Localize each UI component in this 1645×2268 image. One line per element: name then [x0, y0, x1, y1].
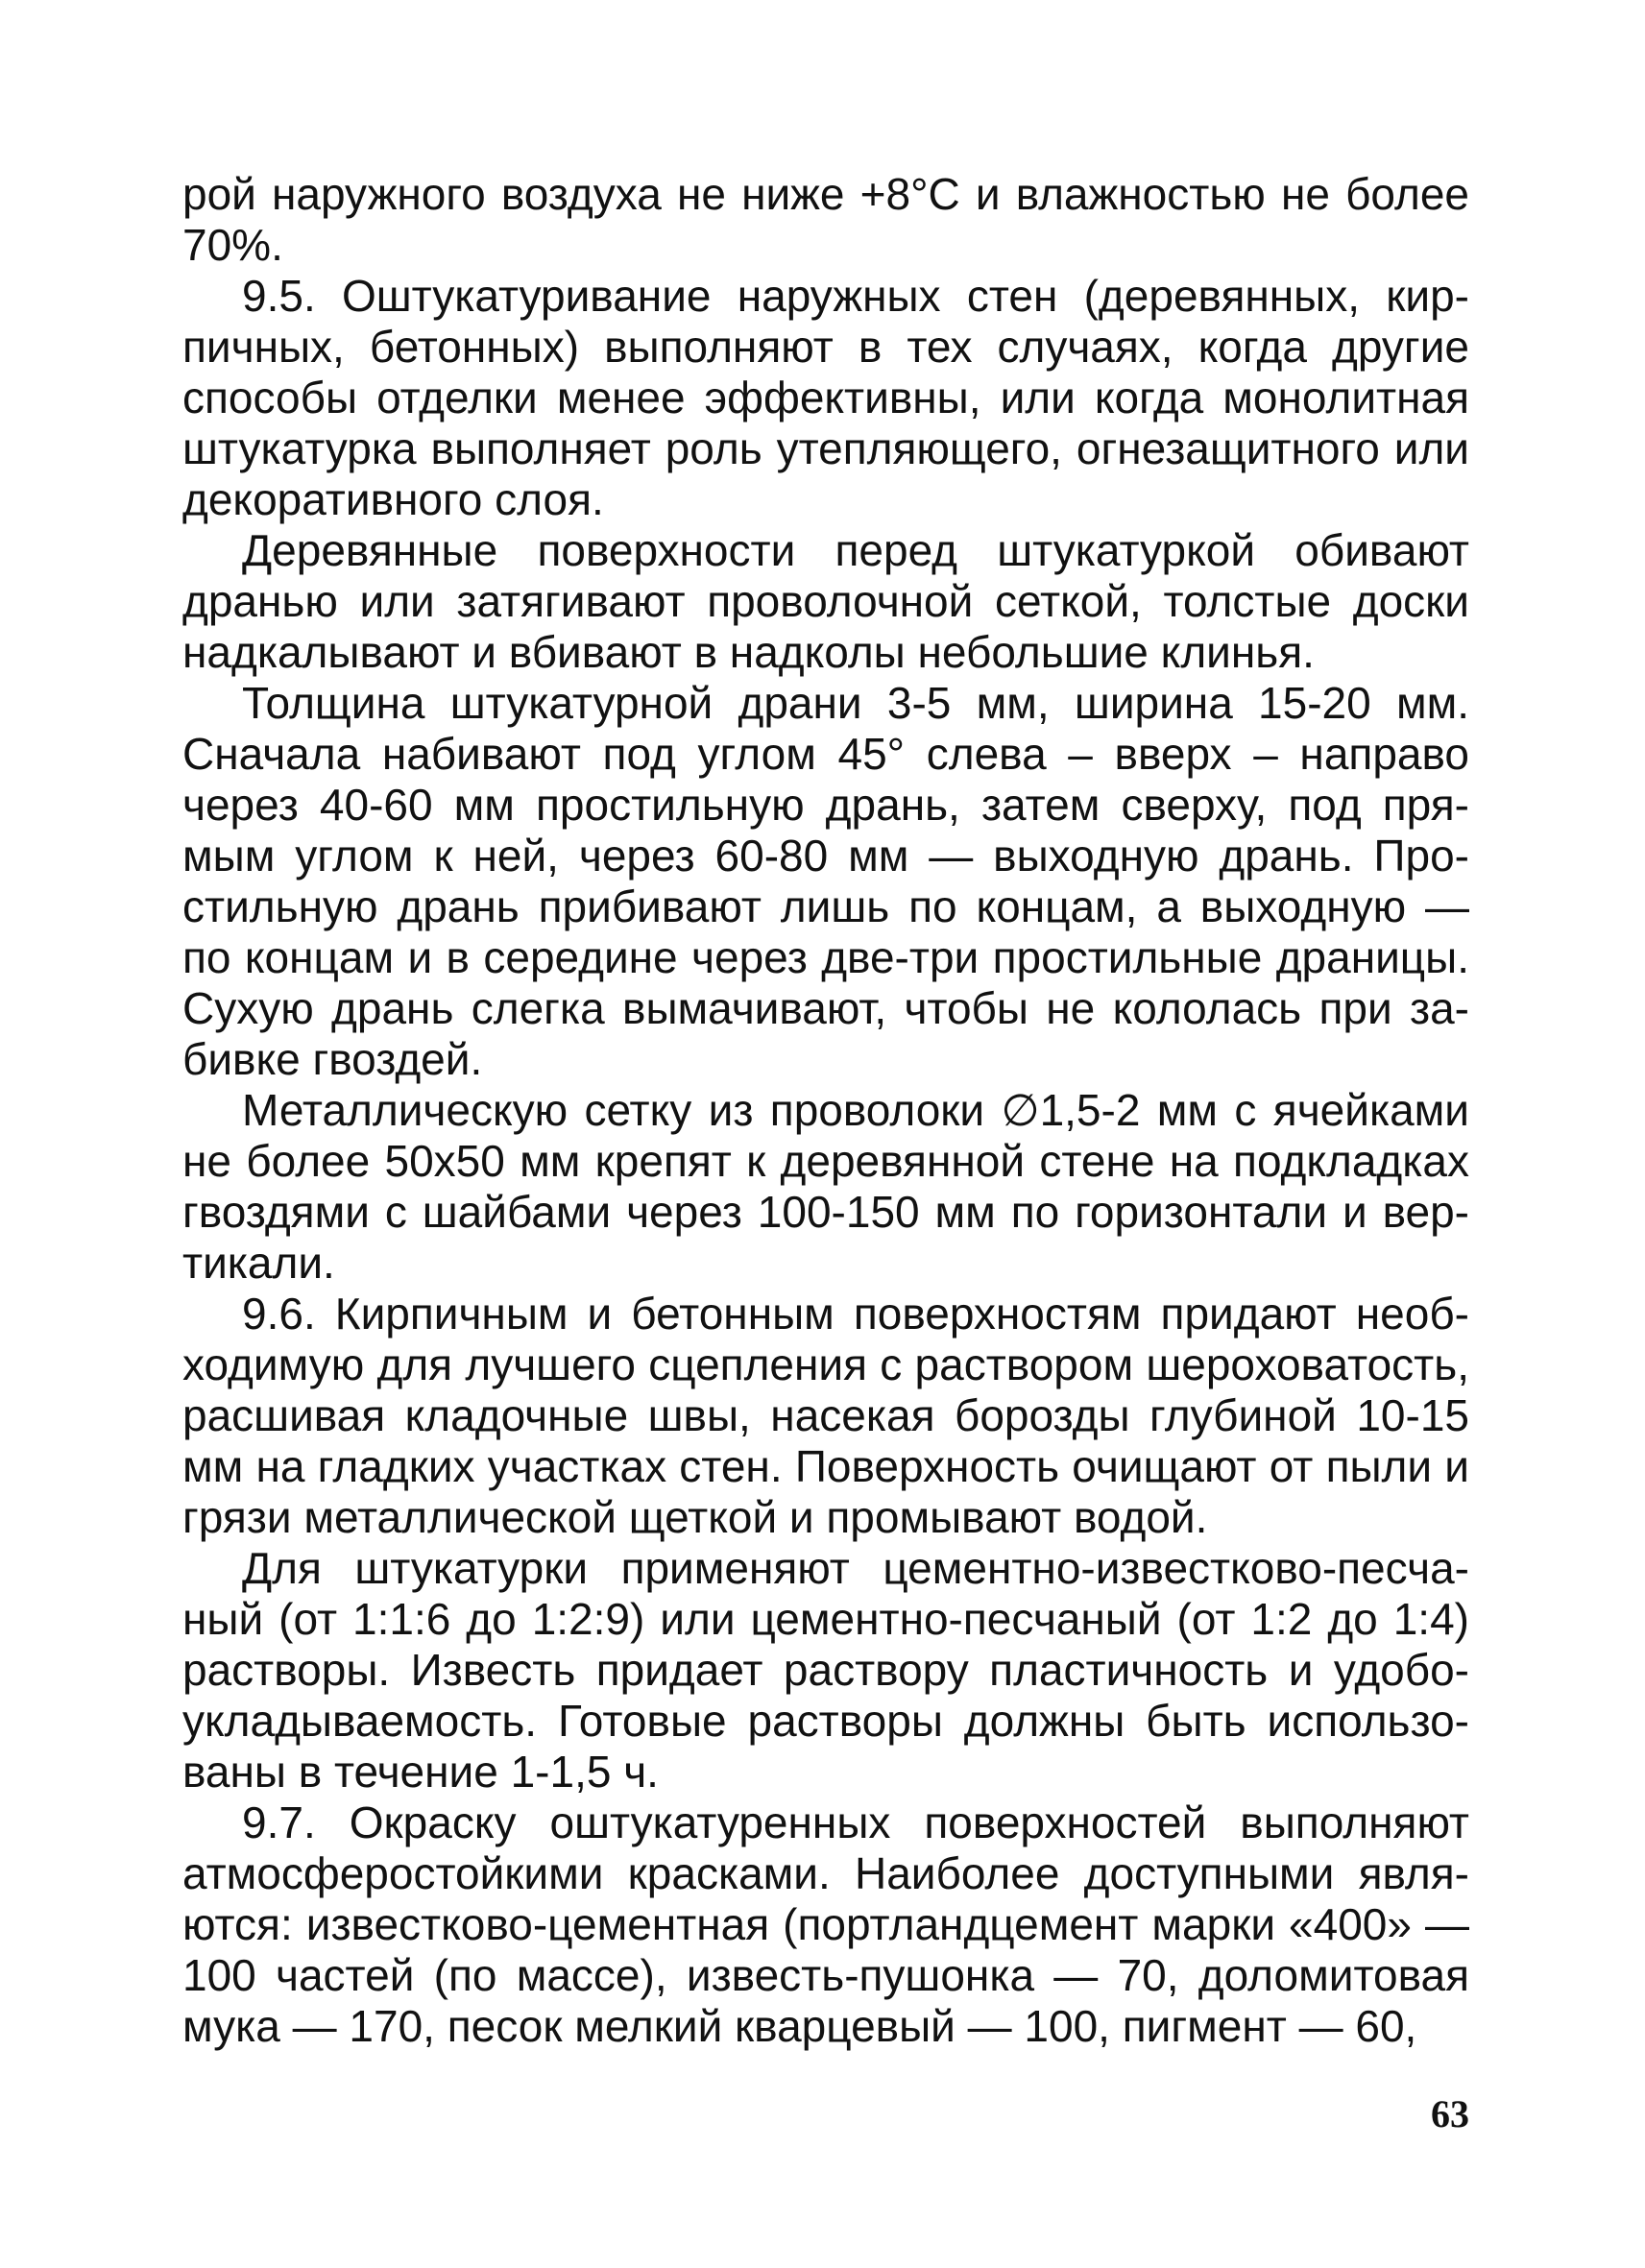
- paragraph-lath-thickness: Толщина штукатурной драни 3-5 мм, ширина 15-20 мм. Сначала набивают под углом 45° слева – вверх – направо через 40-60 мм простильную дрань, затем сверху, под прямым углом к ней, через 60-80 мм — выходную дрань. Простильную дрань прибивают лишь по концам, а выходную — по концам и в середине через две-три простильные драницы. Сухую дрань слегка вымачивают, чтобы не кололась при забивке гвоздей.: [182, 678, 1469, 1084]
- page-body: [182, 169, 1469, 2052]
- paragraph-metal-mesh: Металлическую сетку из проволоки ∅1,5-2 мм с ячейками не более 50х50 мм крепят к деревянной стене на подкладках гвоздями с шайбами через 100-150 мм по горизонтали и вертикали.: [182, 1085, 1469, 1288]
- paragraph-9-6: 9.6. Кирпичным и бетонным поверхностям придают необходимую для лучшего сцепления с раствором шероховатость, расшивая кладочные швы, насекая борозды глубиной 10-15 мм на гладких участках стен. Поверхность очищают от пыли и грязи металлической щеткой и промывают водой.: [182, 1289, 1469, 1542]
- paragraph-9-5: 9.5. Оштукатуривание наружных стен (деревянных, кирпичных, бетонных) выполняют в тех случаях, когда другие способы отделки менее эффективны, или когда монолитная штукатурка выполняет роль утепляющего, огнезащитного или декоративного слоя.: [182, 271, 1469, 524]
- page-number: 63: [1431, 2092, 1469, 2135]
- paragraph-continuation: рой наружного воздуха не ниже +8°С и влажностью не более 70%.: [182, 169, 1469, 270]
- paragraph-mortars: Для штукатурки применяют цементно-известково-песчаный (от 1:1:6 до 1:2:9) или цементно-песчаный (от 1:2 до 1:4) растворы. Известь придает раствору пластичность и удобоукладываемость. Готовые растворы должны быть использованы в течение 1-1,5 ч.: [182, 1543, 1469, 1797]
- paragraph-9-7: 9.7. Окраску оштукатуренных поверхностей выполняют атмосферостойкими красками. Наиболее доступными являются: известково-цементная (портландцемент марки «400» — 100 частей (по массе), известь-пушонка — 70, доломитовая мука — 170, песок мелкий кварцевый — 100, пигмент — 60,: [182, 1798, 1469, 2051]
- paragraph-wooden-surfaces: Деревянные поверхности перед штукатуркой обивают дранью или затягивают проволочной сеткой, толстые доски надкалывают и вбивают в надколы небольшие клинья.: [182, 525, 1469, 677]
